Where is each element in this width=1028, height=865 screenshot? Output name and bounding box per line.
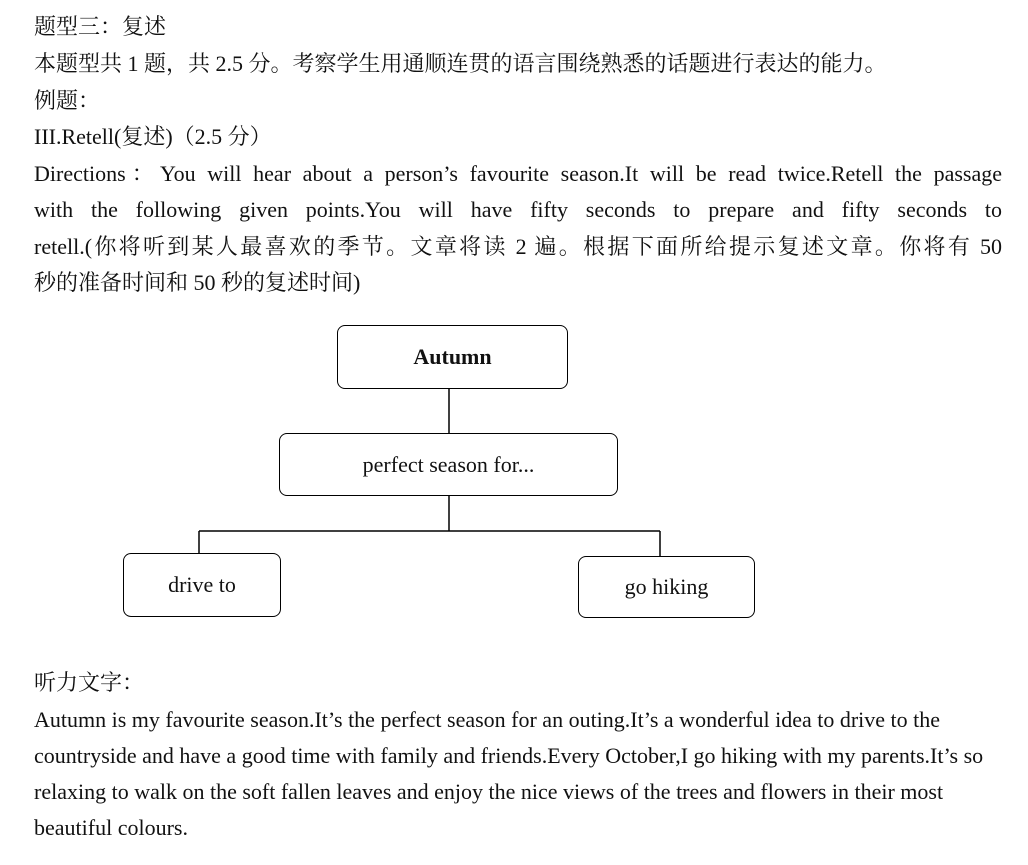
section-title: 题型三：复述 xyxy=(34,14,167,39)
transcript-label: 听力文字： xyxy=(34,670,145,695)
question-title: III.Retell(复述)（2.5 分） xyxy=(34,124,272,149)
directions-line-3: retell.(你将听到某人最喜欢的季节。文章将读 2 遍。根据下面所给提示复述文章。你将有 50 xyxy=(34,234,1002,259)
diagram-root-box: Autumn xyxy=(337,325,568,389)
directions-line-2: with the following given points.You will have fifty seconds to prepare and fifty seconds to xyxy=(34,197,1002,222)
diagram-middle-box: perfect season for... xyxy=(279,433,618,496)
example-label: 例题： xyxy=(34,88,101,113)
diagram-right-box: go hiking xyxy=(578,556,755,618)
directions-line-4: 秒的准备时间和 50 秒的复述时间) xyxy=(34,270,361,295)
transcript-text: Autumn is my favourite season.It’s the perfect season for an outing.It’s a wonderful idea to drive to the countryside and have a good time with family and friends.Every October,I go hiking with my parents.It’s so relaxing to walk on the soft fallen leaves and enjoy the nice views of the trees and flowers in their most beautiful colours. xyxy=(34,707,984,840)
diagram-left-box: drive to xyxy=(123,553,281,617)
section-description: 本题型共 1 题，共 2.5 分。考察学生用通顺连贯的语言围绕熟悉的话题进行表达的能力。 xyxy=(34,51,887,76)
directions-line-1: Directions：You will hear about a person’s favourite season.It will be read twice.Retell the passage xyxy=(34,161,1002,186)
